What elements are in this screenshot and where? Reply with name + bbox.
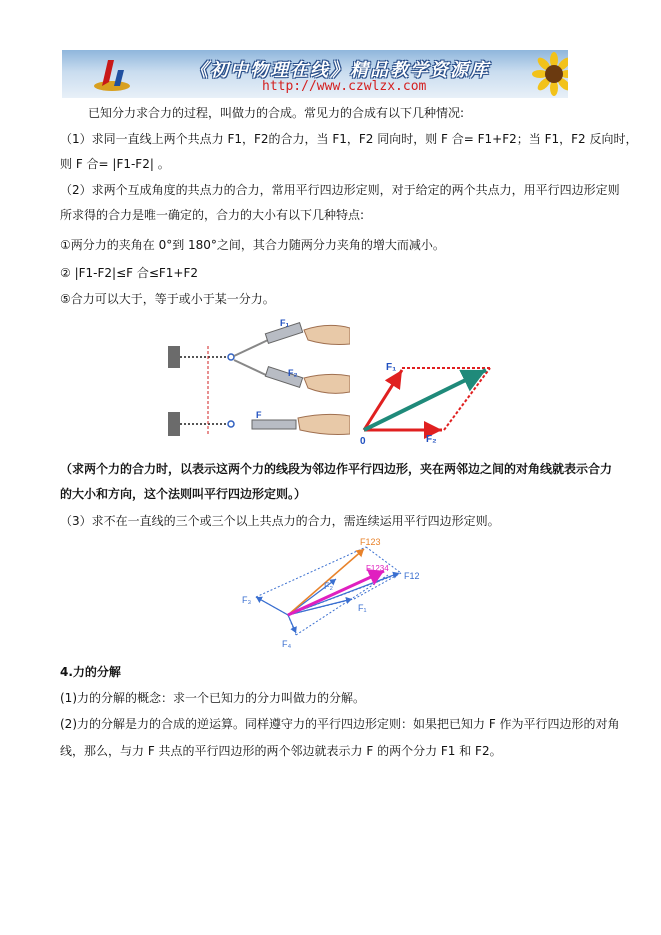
paragraph-decomp-3: 线，那么，与力 F 共点的平行四边形的两个邻边就表示力 F 的两个分力 F1 和 F2。 [60, 744, 502, 758]
fig3-label-f123: F123 [360, 537, 381, 547]
banner-title: 《初中物理在线》精品教学资源库 [190, 60, 490, 81]
paragraph-intro: 已知分力求合力的过程，叫做力的合成。常见力的合成有以下几种情况: [88, 106, 465, 120]
fig1-label-f1: F₁ [280, 318, 290, 328]
fig3-label-f1: F₁ [358, 603, 367, 613]
header-banner [62, 50, 568, 98]
paragraph-case2: （2）求两个互成角度的共点力的合力，常用平行四边形定则，对于给定的两个共点力，用平行四边形定则 [60, 183, 620, 197]
fig2-label-origin: 0 [360, 436, 366, 447]
section-heading-decomposition: 4.力的分解 [60, 665, 121, 679]
paragraph-case1-cont: 则 F 合= |F1-F2| 。 [60, 157, 170, 171]
fig2-label-f1: F₁ [386, 362, 397, 373]
parallelogram-rule-figure [358, 358, 498, 448]
site-logo-icon [92, 56, 132, 92]
fig1-label-f2: F₂ [288, 368, 298, 378]
fig3-label-f3: F₃ [242, 595, 252, 605]
rule-note-2: 的大小和方向，这个法则叫平行四边形定则。） [60, 487, 307, 501]
feature-2: ② |F1-F2|≤F 合≤F1+F2 [60, 266, 199, 280]
fig1-label-f: F [256, 410, 262, 420]
sunflower-icon [532, 52, 568, 96]
paragraph-decomp-1: (1)力的分解的概念：求一个已知力的分力叫做力的分解。 [60, 691, 366, 705]
banner-url[interactable]: http://www.czwlzx.com [262, 79, 427, 94]
fig3-label-f4: F₄ [282, 639, 292, 649]
fig3-label-f2: F₂ [324, 581, 333, 591]
paragraph-case2-cont: 所求得的合力是唯一确定的，合力的大小有以下几种特点: [60, 208, 365, 222]
paragraph-case3: （3）求不在一直线的三个或三个以上共点力的合力，需连续运用平行四边形定则。 [60, 514, 500, 528]
fig2-label-f2: F₂ [426, 434, 437, 445]
feature-3: ⑤合力可以大于，等于或小于某一分力。 [60, 292, 275, 306]
paragraph-case1: （1）求同一直线上两个共点力 F1，F2的合力，当 F1，F2 同向时，则 F 合= F1+F2；当 F1，F2 反向时， [60, 132, 638, 146]
fig3-label-f12: F12 [404, 571, 420, 581]
paragraph-decomp-2: (2)力的分解是力的合成的逆运算。同样遵守力的平行四边形定则：如果把已知力 F 作为平行四边形的对角 [60, 717, 620, 731]
spring-scale-experiment-figure [168, 316, 350, 444]
feature-1: ①两分力的夹角在 0°到 180°之间，其合力随两分力夹角的增大而减小。 [60, 238, 445, 252]
rule-note-1: （求两个力的合力时，以表示这两个力的线段为邻边作平行四边形，夹在两邻边之间的对角线就表示合力 [60, 462, 613, 476]
fig3-label-f1234: F1234 [366, 564, 389, 573]
multi-force-composition-figure [236, 535, 422, 653]
